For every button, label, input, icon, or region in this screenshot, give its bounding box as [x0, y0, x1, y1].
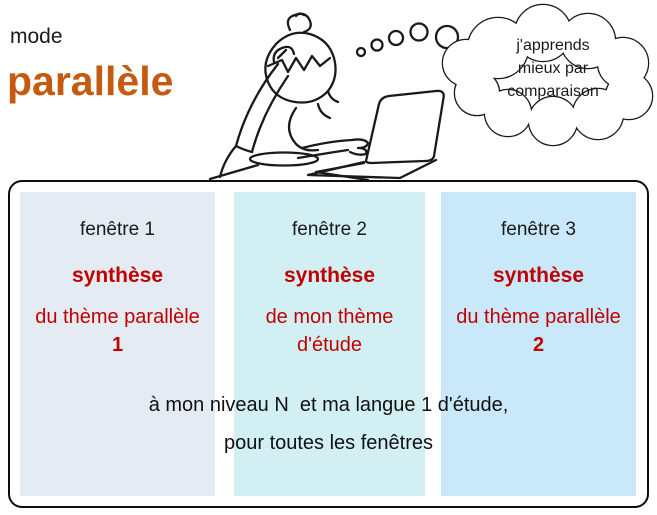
window-2-heading: synthèse — [283, 264, 376, 287]
person-figure — [210, 14, 444, 180]
footer-line-2: pour toutes les fenêtres — [223, 432, 433, 454]
desk-edge — [210, 165, 258, 179]
window-2-title: fenêtre 2 — [292, 219, 367, 240]
window-2-line2: d'étude — [297, 334, 362, 356]
window-3-line2: 2 — [532, 334, 545, 356]
footer-line-1: à mon niveau N et ma langue 1 d'étude, — [148, 394, 509, 416]
window-3-title: fenêtre 3 — [501, 219, 576, 240]
window-1-title: fenêtre 1 — [80, 219, 155, 240]
laptop — [308, 91, 444, 180]
thought-dots-icon — [357, 24, 458, 57]
bubble-line-1: j'apprends — [516, 37, 590, 54]
mode-name-title: parallèle — [7, 58, 174, 104]
board-footer — [10, 394, 647, 455]
window-1-heading: synthèse — [71, 264, 164, 287]
window-1-line2: 1 — [111, 334, 124, 356]
mode-label: mode — [10, 25, 63, 48]
thought-bubble-text — [473, 34, 633, 103]
bubble-line-2: mieux par — [517, 60, 589, 77]
window-3-line1: du thème parallèle — [456, 306, 621, 328]
windows-board — [8, 180, 649, 508]
window-3-heading: synthèse — [492, 264, 585, 287]
bubble-line-3: comparaison — [507, 83, 599, 100]
window-1-line1: du thème parallèle — [35, 306, 200, 328]
window-2-line1: de mon thème — [265, 306, 394, 328]
